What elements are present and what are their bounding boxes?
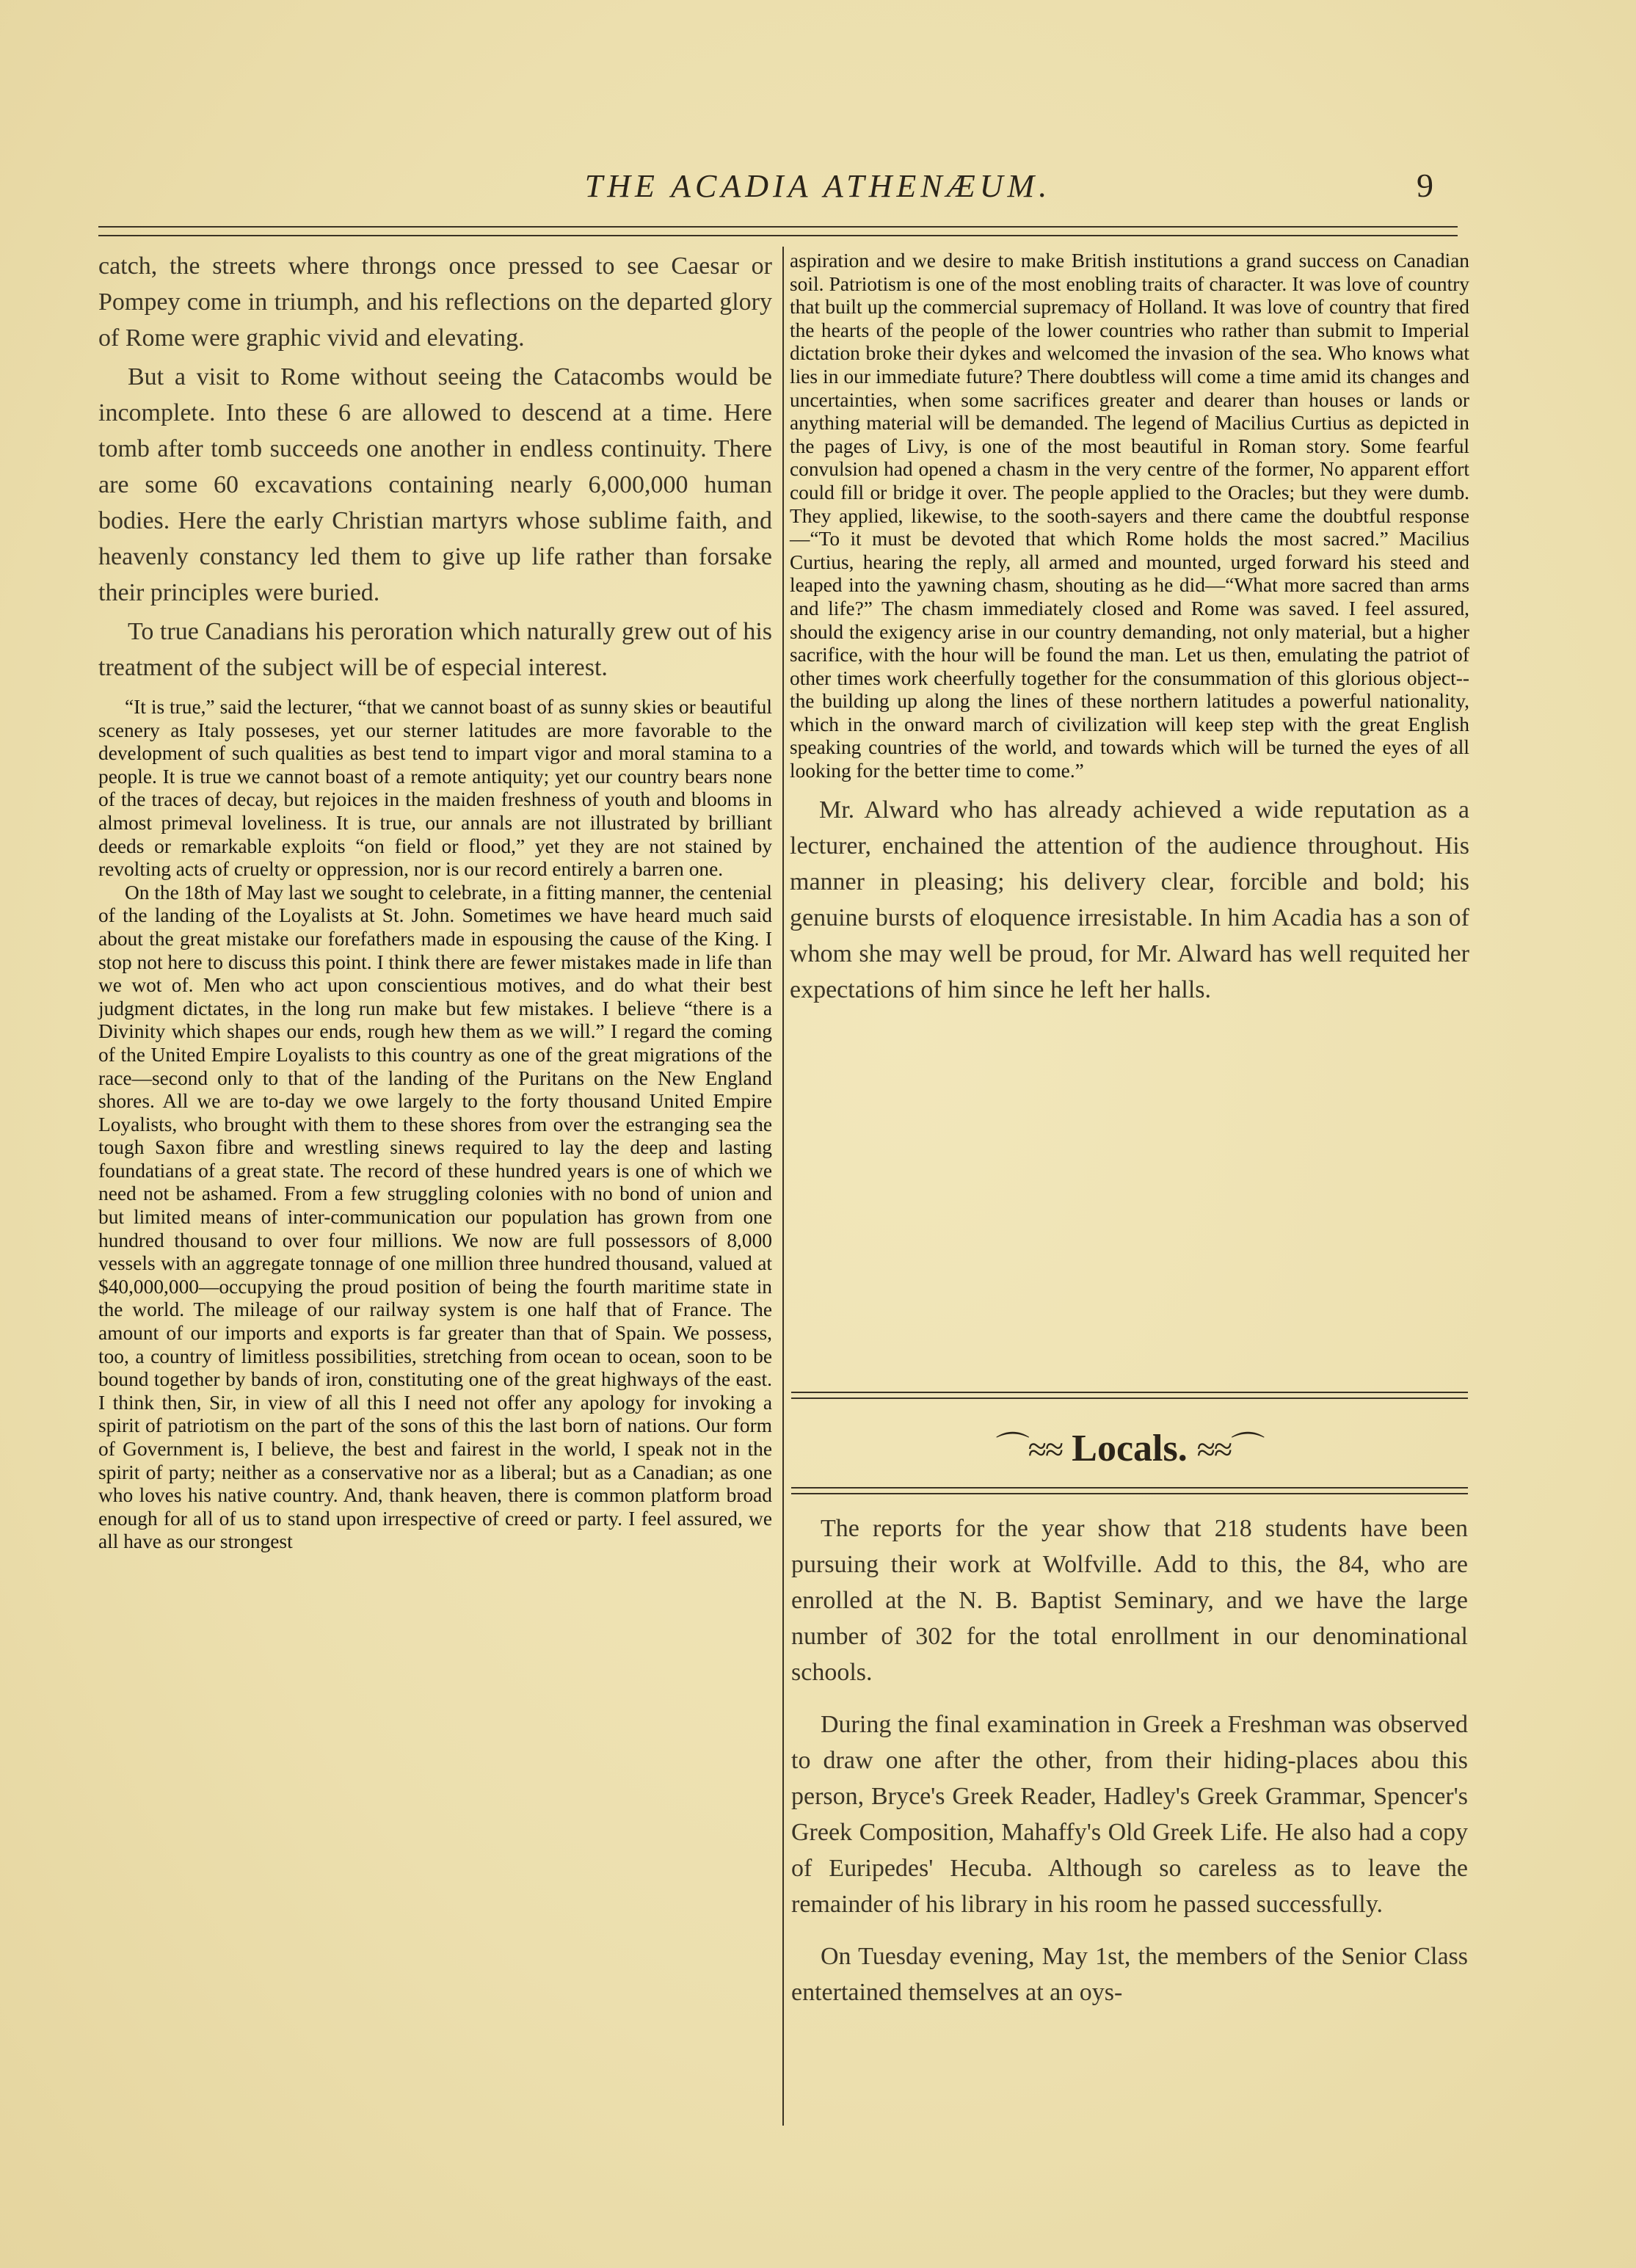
quoted-paragraph: “It is true,” said the lecturer, “that we cannot boast of as sunny skies or beautiful scenery as Italy posseses, yet our sterner latitudes are more favorable to the development of such qualities as best tend to impart vigor and moral stamina to a people. It is true we cannot boast of a remote antiquity; yet our country bears none of the traces of decay, but rejoices in the maiden freshness of youth and blooms in almost primeval loveliness. It is true, our annals are not illustrated by brilliant deeds or remarkable exploits “on field or flood,” yet they are not stained by revolting acts of cruelty or oppression, nor is our record entirely a barren one. [98, 696, 772, 881]
page-number: 9 [1417, 167, 1433, 204]
locals-heading [791, 1422, 1468, 1471]
locals-title: Locals. [1072, 1428, 1188, 1469]
right-flourish-icon: ≈≈⌒ [1196, 1431, 1264, 1468]
lecture-paragraph: But a visit to Rome without seeing the Catacombs would be incomplete. Into these 6 are allowed to descend at a time. Here tomb after tomb succeeds one another in endless continuity. There are some 60 excavations containing nearly 6,000,000 human bodies. Here the early Christian martyrs whose sublime faith, and heavenly constancy led them to give up life rather than forsake their principles were buried. [98, 363, 772, 606]
lecture-paragraph: catch, the streets where throngs once pressed to see Caesar or Pompey come in triumph, and his reflections on the departed glory of Rome were graphic vivid and elevating. [98, 252, 772, 352]
locals-bottom-rule [791, 1487, 1468, 1494]
locals-paragraph: On Tuesday evening, May 1st, the members of the Senior Class entertained themselves at an oys- [791, 1943, 1468, 2006]
quoted-paragraph: On the 18th of May last we sought to celebrate, in a fitting manner, the centenial of the landing of the Loyalists at St. John. Sometimes we have heard much said about the great mistake our forefathers made in espousing the cause of the King. I stop not here to discuss this point. I think there are fewer mistakes made in life than we wot of. Men who act upon conscientious motives, and do what their best judgment dictates, in the long run make but few mistakes. I believe “there is a Divinity which shapes our ends, rough hew them as we will.” I regard the coming of the United Empire Loyalists to this country as one of the great migrations of the race—second only to that of the landing of the Puritans on the New England shores. All we are to-day we owe largely to the forty thousand United Empire Loyalists, who brought with them to these shores from over the estranging sea the tough Saxon fibre and wrestling sinews required to lay the deep and lasting foundatians of a great state. The record of these hundred years is one of which we need not be ashamed. From a few struggling colonies with no bond of union and but limited means of inter-communication our population has grown from one hundred thousand to over four millions. We now are full possessors of 8,000 vessels with an aggregate tonnage of one million three hundred thousand, valued at $40,000,000—occupying the proud position of being the fourth maritime state in the world. The mileage of our railway system is one half that of France. The amount of our imports and exports is far greater than that of Spain. We possess, too, a country of limitless possibilities, stretching from ocean to ocean, soon to be bound together by bands of iron, constituting one of the great highways of the east. I think then, Sir, in view of all this I need not offer any apology for invoking a spirit of patriotism on the part of the sons of this the last born of nations. Our form of Government is, I believe, the best and fairest in the world, I speak not in the spirit of party; neither as a conservative nor as a liberal; but as a Canadian; as one who loves his native country. And, thank heaven, there is common platform broad enough for all of us to stand upon irrespective of creed or party. I feel assured, we all have as our strongest [98, 881, 772, 1553]
locals-top-rule [791, 1392, 1468, 1399]
locals-paragraph: The reports for the year show that 218 students have been pursuing their work at Wolfville. Add to this, the 84, who are enrolled at the N. B. Baptist Seminary, and we have the large number of 302 for the total enrollment in our denominational schools. [791, 1515, 1468, 1686]
quoted-paragraph-continued: aspiration and we desire to make British institutions a grand success on Canadian soil. Patriotism is one of the most enobling traits of character. It was love of country that built up the commercial supremacy of Holland. It was love of country that fired the hearts of the people of the lower countries who rather than submit to Imperial dictation broke their dykes and welcomed the invasion of the sea. Who knows what lies in our immediate future? There doubtless will come a time amid its changes and uncertainties, when some sacrifices greater and dearer than houses or lands or anything material will be demanded. The legend of Macilius Curtius as depicted in the pages of Livy, is one of the most beautiful in Roman story. Some fearful convulsion had opened a chasm in the very centre of the former, No apparent effort could fill or bridge it over. The people applied to the Oracles; but they were dumb. They applied, likewise, to the sooth-sayers and there came the doubtful response—“To it must be devoted that which Rome holds the most sacred.” Macilius Curtius, hearing the reply, all armed and mounted, urged forward his steed and leaped into the yawning chasm, shouting as he did—“What more sacred than arms and life?” The chasm immediately closed and Rome was saved. I feel assured, should the exigency arise in our country demanding, not only material, but a higher sacrifice, with the hour will be found the man. Let us then, emulating the patriot of other times work cheerfully together for the consummation of this glorious object--the building up along the lines of these northern latitudes a powerful nationality, which in the onward march of civilization will keep step with the great English speaking countries of the world, and towards which will be turned the eyes of all looking for the better time to come.” [790, 250, 1469, 782]
right-column [790, 250, 1469, 1008]
locals-paragraph: During the final examination in Greek a Freshman was observed to draw one after the other, from their hiding-places abou this person, Bryce's Greek Reader, Hadley's Greek Grammar, Spencer's Greek Composition, Mahaffy's Old Greek Life. He also had a copy of Euripedes' Hecuba. Although so careless as to leave the remainder of his library in his room he passed successfully. [791, 1711, 1468, 1918]
column-divider [782, 247, 784, 2126]
running-title: THE ACADIA ATHENÆUM. [584, 168, 1052, 204]
locals-section [791, 1511, 1468, 2027]
header-double-rule [98, 226, 1458, 236]
alward-paragraph: Mr. Alward who has already achieved a wide reputation as a lecturer, enchained the attention of the audience throughout. His manner in pleasing; his delivery clear, forcible and bold; his genuine bursts of eloquence irresistable. In him Acadia has a son of whom she may well be proud, for Mr. Alward has well requited her expectations of him since he left her halls. [790, 796, 1469, 1003]
left-flourish-icon: ⌒≈≈ [995, 1431, 1063, 1468]
left-column [98, 248, 772, 1554]
lecture-paragraph: To true Canadians his peroration which naturally grew out of his treatment of the subject will be of especial interest. [98, 618, 772, 681]
